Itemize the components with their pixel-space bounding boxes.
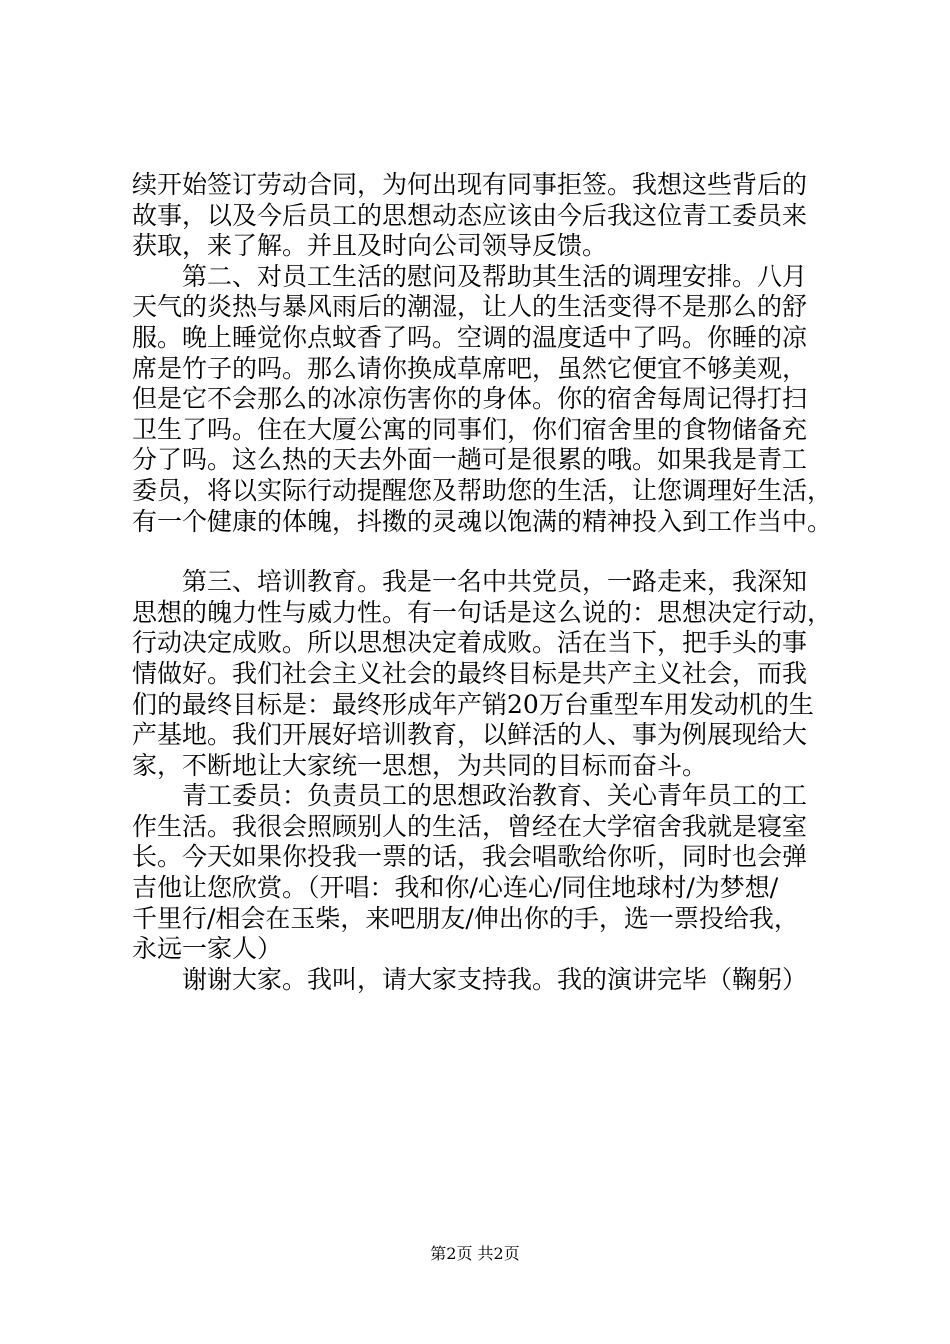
paragraph-training-education: 第三、培训教育。我是一名中共党员，一路走来，我深知 思想的魄力性与威力性。有一句话是这么说的：思想决定行动， 行动决定成败。所以思想决定着成败。活在当下，把手头的事 情做好。我们社会主义社会的最终目标是共产主义社会，而我 们的最终目标是：最终形成年产销20万台重型车用发动机的生 产基地。我们开展好培训教育，以鲜活的人、事为例展现给大 家，不断地让大家统一思想，为共同的目标而奋斗。	[132, 567, 833, 780]
page-number-footer: 第2页 共2页	[430, 1244, 520, 1263]
paragraph-employee-life-care: 第二、对员工生活的慰问及帮助其生活的调理安排。八月 天气的炎热与暴风雨后的潮湿，让人的生活变得不是那么的舒 服。晚上睡觉你点蚊香了吗。空调的温度适中了吗。你睡的凉 席是竹子的吗。那么请你换成草席吧，虽然它便宜不够美观， 但是它不会那么的冰凉伤害你的身体。你的宿舍每周记得打扫 卫生了吗。住在大厦公寓的同事们，你们宿舍里的食物储备充 分了吗。这么热的天去外面一趟可是很累的哦。如果我是青工 委员，将以实际行动提醒您及帮助您的生活，让您调理好生活， 有一个健康的体魄，抖擞的灵魂以饱满的精神投入到工作当中。	[132, 261, 833, 536]
paragraph-closing-thanks: 谢谢大家。我叫，请大家支持我。我的演讲完毕（鞠躬）	[132, 964, 808, 994]
paragraph-youth-committee-duties: 青工委员：负责员工的思想政治教育、关心青年员工的工 作生活。我很会照顾别人的生活，曾经在大学宿舍我就是寝室 长。今天如果你投我一票的话，我会唱歌给你听，同时也会弹 吉他让您欣赏。（开唱：我和你/心连心/同住地球村/为梦想/ 千里行/相会在玉柴，来吧朋友/伸出你的手，选一票投给我， 永远一家人）	[132, 781, 808, 964]
paragraph-contract-feedback: 续开始签订劳动合同，为何出现有同事拒签。我想这些背后的 故事，以及今后员工的思想动态应该由今后我这位青工委员来 获取，来了解。并且及时向公司领导反馈。	[132, 170, 808, 261]
document-body	[132, 170, 852, 995]
